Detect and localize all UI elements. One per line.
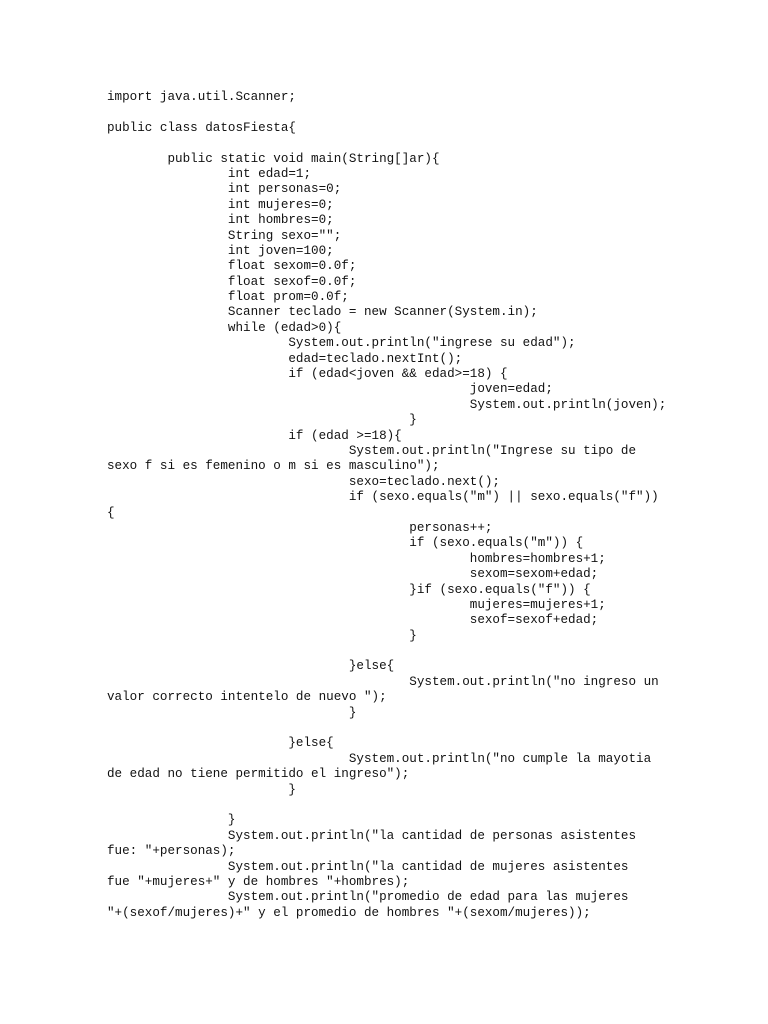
code-line: if (edad >=18){ <box>107 428 402 443</box>
code-line <box>107 644 662 659</box>
code-line: hombres=hombres+1; <box>107 551 606 566</box>
code-line: System.out.println("la cantidad de mujeres asistentes <box>107 859 629 874</box>
code-line: valor correcto intentelo de nuevo "); <box>107 690 387 705</box>
code-line: { <box>107 505 115 520</box>
code-line: System.out.println("Ingrese su tipo de <box>107 443 637 458</box>
code-line: sexo f si es femenino o m si es masculino"); <box>107 459 440 474</box>
code-line: }else{ <box>107 736 334 751</box>
code-line: int hombres=0; <box>107 213 334 228</box>
code-line: while (edad>0){ <box>107 320 342 335</box>
code-line: de edad no tiene permitido el ingreso"); <box>107 767 410 782</box>
code-line: System.out.println("no cumple la mayotia <box>107 751 652 766</box>
code-line: float prom=0.0f; <box>107 290 349 305</box>
code-line <box>107 105 662 120</box>
code-line: Scanner teclado = new Scanner(System.in); <box>107 305 538 320</box>
code-line: String sexo=""; <box>107 228 342 243</box>
code-block <box>107 90 667 921</box>
code-line <box>107 721 662 736</box>
code-line: System.out.println("promedio de edad para las mujeres <box>107 890 629 905</box>
code-line: sexo=teclado.next(); <box>107 474 500 489</box>
code-line: public static void main(String[]ar){ <box>107 151 440 166</box>
code-line: System.out.println(joven); <box>107 397 667 412</box>
code-line: System.out.println("no ingreso un <box>107 674 659 689</box>
code-line: joven=edad; <box>107 382 553 397</box>
code-line: } <box>107 413 417 428</box>
code-line: fue "+mujeres+" y de hombres "+hombres); <box>107 874 410 889</box>
code-line: } <box>107 813 236 828</box>
code-line: float sexof=0.0f; <box>107 274 357 289</box>
code-line: "+(sexof/mujeres)+" y el promedio de hombres "+(sexom/mujeres)); <box>107 905 591 920</box>
code-line: if (sexo.equals("m") || sexo.equals("f")) <box>107 490 659 505</box>
code-line: }if (sexo.equals("f")) { <box>107 582 591 597</box>
code-line: sexof=sexof+edad; <box>107 613 599 628</box>
code-line: int joven=100; <box>107 243 334 258</box>
code-line: float sexom=0.0f; <box>107 259 357 274</box>
code-line: personas++; <box>107 520 493 535</box>
code-line <box>107 136 662 151</box>
code-line: public class datosFiesta{ <box>107 120 296 135</box>
code-line: sexom=sexom+edad; <box>107 567 599 582</box>
code-line: int mujeres=0; <box>107 197 334 212</box>
code-line: } <box>107 705 357 720</box>
code-line: System.out.println("la cantidad de personas asistentes <box>107 828 637 843</box>
code-line <box>107 798 662 813</box>
code-line: int personas=0; <box>107 182 342 197</box>
code-line: mujeres=mujeres+1; <box>107 597 606 612</box>
code-line: }else{ <box>107 659 395 674</box>
code-line: fue: "+personas); <box>107 844 236 859</box>
code-line: } <box>107 782 296 797</box>
code-line: int edad=1; <box>107 166 312 181</box>
code-line: edad=teclado.nextInt(); <box>107 351 463 366</box>
code-line: import java.util.Scanner; <box>107 90 296 104</box>
code-line: if (sexo.equals("m")) { <box>107 536 584 551</box>
code-line: System.out.println("ingrese su edad"); <box>107 336 576 351</box>
code-line: if (edad<joven && edad>=18) { <box>107 367 508 382</box>
code-line: } <box>107 628 417 643</box>
